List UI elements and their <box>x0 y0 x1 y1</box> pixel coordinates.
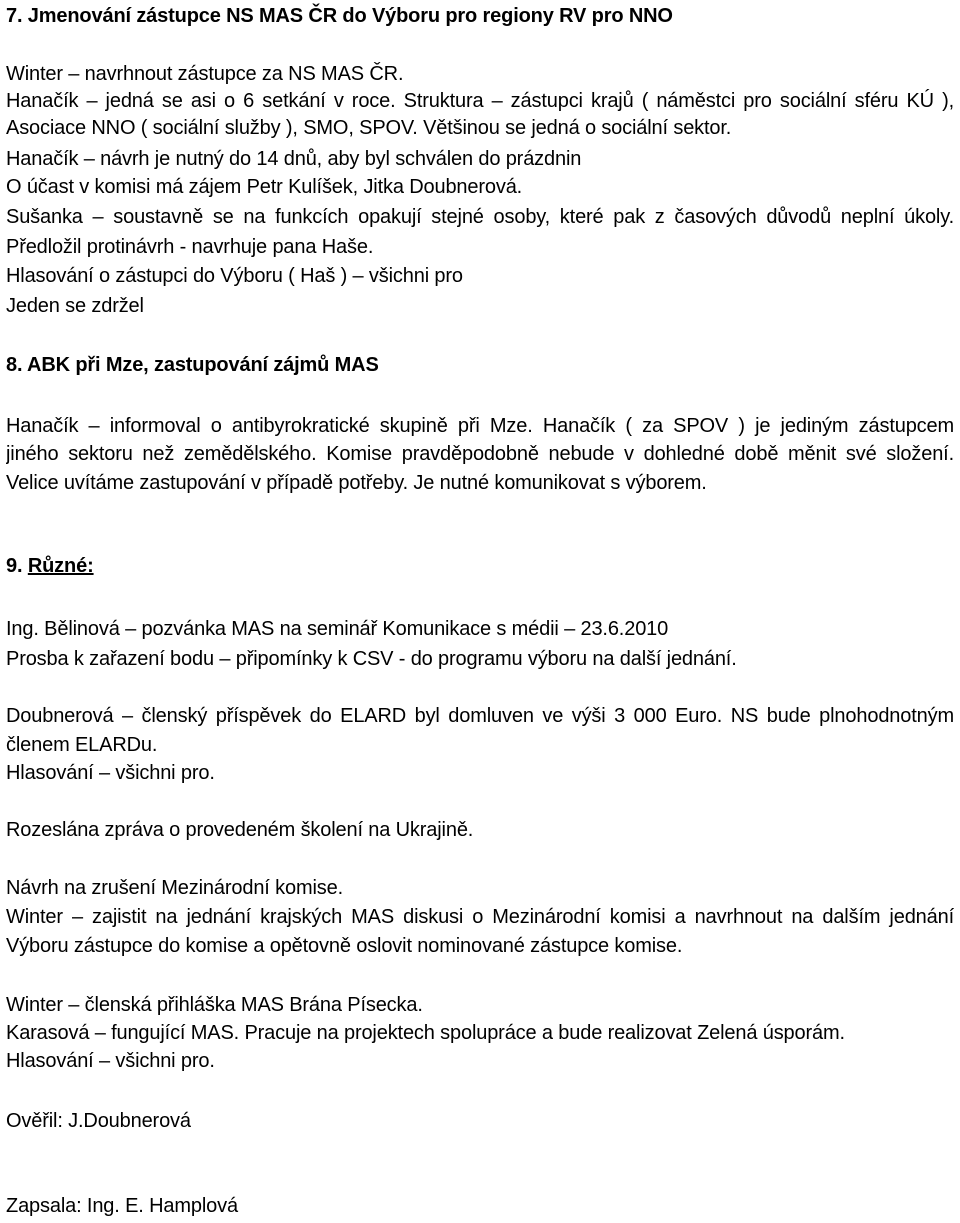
section-9-line: Ing. Bělinová – pozvánka MAS na seminář Komunikace s médii – 23.6.2010 <box>6 618 669 640</box>
section-9-line: Winter – členská přihláška MAS Brána Písecka. <box>6 994 423 1016</box>
section-7-line: Hlasování o zástupci do Výboru ( Haš ) – všichni pro <box>6 265 463 287</box>
recorded-by: Zapsala: Ing. E. Hamplová <box>6 1195 238 1217</box>
verified-by: Ověřil: J.Doubnerová <box>6 1110 191 1132</box>
section-9-line: Winter – zajistit na jednání krajských MAS diskusi o Mezinárodní komisi a navrhnout na dalším jednání <box>6 906 954 928</box>
section-9-line: Návrh na zrušení Mezinárodní komise. <box>6 877 343 899</box>
section-7-line: Jeden se zdržel <box>6 295 144 317</box>
section-9-number: 9. <box>6 555 23 577</box>
section-7-line: Asociace NNO ( sociální služby ), SMO, SPOV. Většinou se jedná o sociální sektor. <box>6 117 732 139</box>
section-8-line: Hanačík – informoval o antibyrokratické skupině při Mze. Hanačík ( za SPOV ) je jediným zástupcem <box>6 415 954 437</box>
section-9-line: Rozeslána zpráva o provedeném školení na Ukrajině. <box>6 819 474 841</box>
section-7-line: Sušanka – soustavně se na funkcích opakují stejné osoby, které pak z časových důvodů neplní úkoly. <box>6 206 954 228</box>
section-9-line: Výboru zástupce do komise a opětovně oslovit nominované zástupce komise. <box>6 935 683 957</box>
section-8-heading: 8. ABK při Mze, zastupování zájmů MAS <box>6 354 379 376</box>
section-9-line: Prosba k zařazení bodu – připomínky k CSV - do programu výboru na další jednání. <box>6 648 737 670</box>
section-7-line: Předložil protinávrh - navrhuje pana Haše. <box>6 236 374 258</box>
section-9-title: Různé: <box>27 555 94 577</box>
section-9-line: Doubnerová – členský příspěvek do ELARD byl domluven ve výši 3 000 Euro. NS bude plnohodnotným <box>6 705 954 727</box>
section-9-line: Hlasování – všichni pro. <box>6 1050 215 1072</box>
section-9-line: Karasová – fungující MAS. Pracuje na projektech spolupráce a bude realizovat Zelená úsporám. <box>6 1022 845 1044</box>
section-9-line: členem ELARDu. <box>6 734 158 756</box>
section-7-line: Hanačík – jedná se asi o 6 setkání v roce. Struktura – zástupci krajů ( náměstci pro sociální sféru KÚ ), <box>6 90 954 112</box>
section-8-line: Velice uvítáme zastupování v případě potřeby. Je nutné komunikovat s výborem. <box>6 472 707 494</box>
section-9-line: Hlasování – všichni pro. <box>6 762 215 784</box>
section-7-line: O účast v komisi má zájem Petr Kulíšek, Jitka Doubnerová. <box>6 176 523 198</box>
section-8-line: jiného sektoru než zemědělského. Komise pravděpodobně nebude v dohledné době měnit své složení. <box>6 443 954 465</box>
section-9-heading <box>6 553 954 579</box>
section-7-line: Winter – navrhnout zástupce za NS MAS ČR. <box>6 63 404 85</box>
section-7-heading: 7. Jmenování zástupce NS MAS ČR do Výboru pro regiony RV pro NNO <box>6 5 673 27</box>
section-7-line: Hanačík – návrh je nutný do 14 dnů, aby byl schválen do prázdnin <box>6 148 582 170</box>
